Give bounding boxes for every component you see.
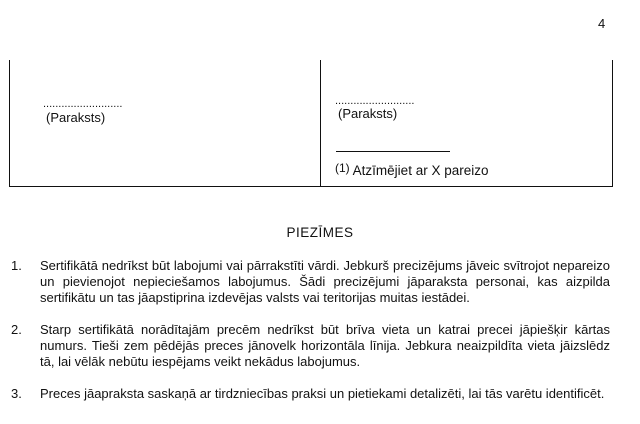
- notes-heading: PIEZĪMES: [286, 225, 354, 240]
- note-text: Starp sertifikātā norādītajām precēm nedrīkst būt brīva vieta un katrai precei jāpiešķir kārtas numurs. Tieši zem pēdējās preces jānovelk horizontāla līnija. Jebkura neaizpildīta vieta jāizslēdz tā, lai vēlāk nebūtu iespējams veikt nekādus labojumus.: [40, 322, 610, 369]
- left-signature-dots: ..........................: [43, 98, 123, 110]
- signature-box: [9, 60, 613, 187]
- footnote: [335, 163, 488, 178]
- column-divider: [320, 60, 321, 186]
- note-number: 1.: [11, 258, 22, 273]
- note-number: 3.: [11, 386, 22, 401]
- footnote-rule: [336, 151, 450, 152]
- page-number: 4: [598, 16, 606, 31]
- right-signature-label: (Paraksts): [338, 106, 398, 121]
- note-number: 2.: [11, 322, 22, 337]
- footnote-text: Atzīmējiet ar X pareizo: [352, 163, 489, 178]
- left-signature-label: (Paraksts): [46, 110, 106, 125]
- note-text: Preces jāapraksta saskaņā ar tirdzniecības praksi un pietiekami detalizēti, lai tās varētu identificēt.: [40, 386, 605, 401]
- note-text: Sertifikātā nedrīkst būt labojumi vai pārrakstīti vārdi. Jebkurš precizējums jāveic svītrojot nepareizo un pievienojot nepieciešamos labojumus. Šādi precizējumi jāparaksta personai, kas aizpilda sertifikātu un tas jāapstiprina izdevējas valsts vai teritorijas muitas iestādei.: [40, 258, 610, 305]
- right-signature-dots: ..........................: [335, 95, 415, 107]
- footnote-marker: (1): [335, 161, 350, 175]
